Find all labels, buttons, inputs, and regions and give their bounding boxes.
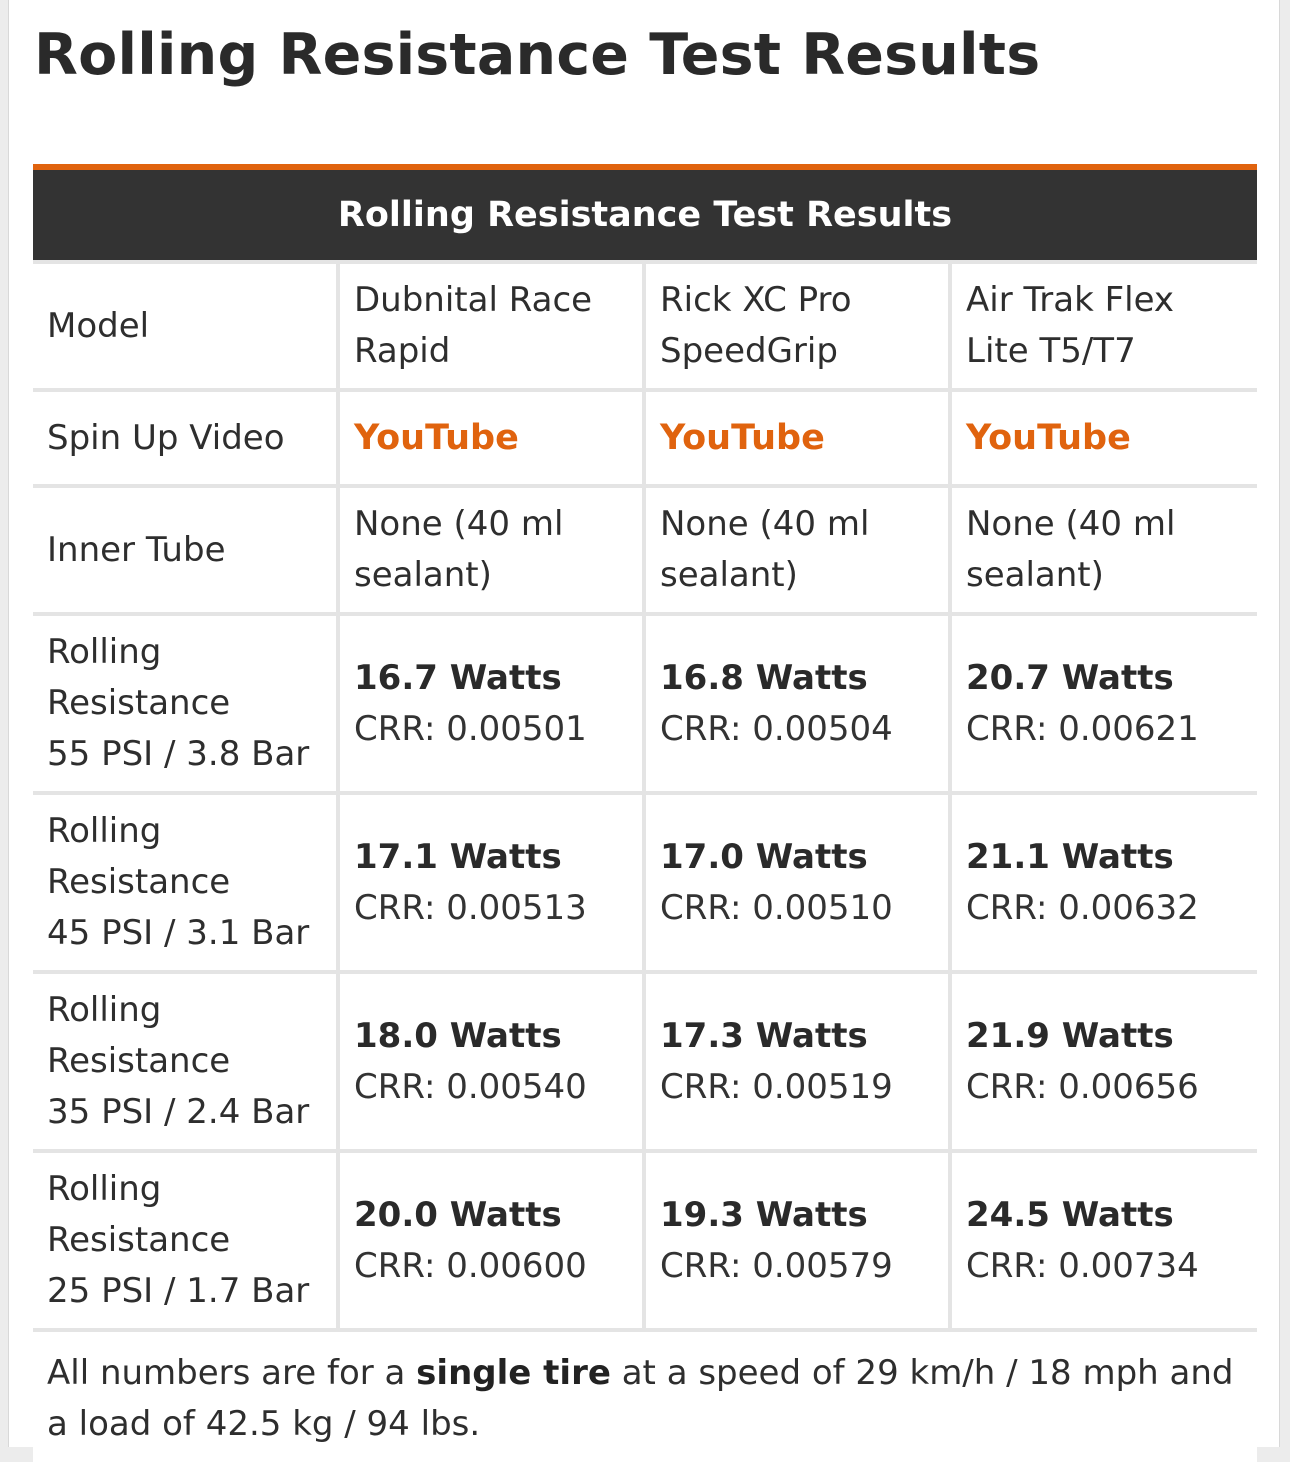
row-label-rolling-resistance — [33, 1153, 336, 1328]
crr-value: CRR: 0.00510 — [660, 887, 893, 928]
crr-value: CRR: 0.00632 — [966, 887, 1199, 928]
inner-tube-value: None (40 ml sealant) — [646, 488, 948, 612]
rr-value-cell — [646, 1153, 948, 1328]
watts-value: 21.9 Watts — [966, 1015, 1174, 1056]
youtube-link[interactable]: YouTube — [966, 417, 1131, 458]
youtube-link[interactable]: YouTube — [660, 417, 825, 458]
watts-value: 17.1 Watts — [354, 836, 562, 877]
results-table — [33, 260, 1257, 1462]
table-row-rr-45 — [33, 795, 1257, 970]
model-name: Dubnital Race Rapid — [340, 264, 642, 388]
rr-label-line2: Resistance — [47, 862, 231, 902]
watts-value: 16.8 Watts — [660, 657, 868, 698]
rr-value-cell — [952, 1153, 1257, 1328]
rr-value-cell — [340, 1153, 642, 1328]
pressure-label: 25 PSI / 1.7 Bar — [47, 1271, 310, 1311]
watts-value: 21.1 Watts — [966, 836, 1174, 877]
rr-label-line1: Rolling — [47, 990, 162, 1030]
video-cell — [646, 392, 948, 484]
watts-value: 16.7 Watts — [354, 657, 562, 698]
page — [8, 0, 1280, 1447]
table-row-video — [33, 392, 1257, 484]
watts-value: 20.7 Watts — [966, 657, 1174, 698]
crr-value: CRR: 0.00513 — [354, 887, 587, 928]
rr-value-cell — [952, 974, 1257, 1149]
row-label-rolling-resistance — [33, 974, 336, 1149]
crr-value: CRR: 0.00734 — [966, 1245, 1199, 1286]
watts-value: 24.5 Watts — [966, 1194, 1174, 1235]
crr-value: CRR: 0.00579 — [660, 1245, 893, 1286]
rr-value-cell — [340, 616, 642, 791]
watts-value: 20.0 Watts — [354, 1194, 562, 1235]
table-row-inner-tube — [33, 488, 1257, 612]
crr-value: CRR: 0.00501 — [354, 708, 587, 749]
crr-value: CRR: 0.00621 — [966, 708, 1199, 749]
footnote-suffix: at a speed of 29 km/h / 18 mph and a load of 42.5 kg / 94 lbs. — [47, 1353, 1234, 1444]
footnote-emphasis: single tire — [416, 1353, 611, 1393]
rr-value-cell — [646, 616, 948, 791]
crr-value: CRR: 0.00600 — [354, 1245, 587, 1286]
rr-label-line1: Rolling — [47, 1169, 162, 1209]
rr-value-cell — [340, 795, 642, 970]
model-name: Air Trak Flex Lite T5/T7 — [952, 264, 1257, 388]
rr-label-line1: Rolling — [47, 811, 162, 851]
inner-tube-value: None (40 ml sealant) — [340, 488, 642, 612]
table-header: Rolling Resistance Test Results — [33, 170, 1257, 260]
row-label-inner-tube: Inner Tube — [33, 488, 336, 612]
row-label-video: Spin Up Video — [33, 392, 336, 484]
watts-value: 19.3 Watts — [660, 1194, 868, 1235]
crr-value: CRR: 0.00504 — [660, 708, 893, 749]
pressure-label: 35 PSI / 2.4 Bar — [47, 1092, 310, 1132]
video-cell — [952, 392, 1257, 484]
crr-value: CRR: 0.00656 — [966, 1066, 1199, 1107]
row-label-rolling-resistance — [33, 795, 336, 970]
row-label-model: Model — [33, 264, 336, 388]
watts-value: 18.0 Watts — [354, 1015, 562, 1056]
rr-value-cell — [340, 974, 642, 1149]
pressure-label: 45 PSI / 3.1 Bar — [47, 913, 310, 953]
video-cell — [340, 392, 642, 484]
inner-tube-value: None (40 ml sealant) — [952, 488, 1257, 612]
rr-label-line2: Resistance — [47, 1220, 231, 1260]
youtube-link[interactable]: YouTube — [354, 417, 519, 458]
pressure-label: 55 PSI / 3.8 Bar — [47, 734, 310, 774]
table-footnote — [33, 1332, 1257, 1462]
rr-value-cell — [952, 795, 1257, 970]
rr-value-cell — [646, 795, 948, 970]
row-label-rolling-resistance — [33, 616, 336, 791]
footnote-prefix: All numbers are for a — [47, 1353, 417, 1393]
watts-value: 17.3 Watts — [660, 1015, 868, 1056]
table-row-model — [33, 264, 1257, 388]
crr-value: CRR: 0.00519 — [660, 1066, 893, 1107]
table-row-rr-25 — [33, 1153, 1257, 1328]
page-title: Rolling Resistance Test Results — [34, 22, 1041, 88]
crr-value: CRR: 0.00540 — [354, 1066, 587, 1107]
rr-value-cell — [646, 974, 948, 1149]
table-row-rr-35 — [33, 974, 1257, 1149]
rr-label-line2: Resistance — [47, 1041, 231, 1081]
table-row-rr-55 — [33, 616, 1257, 791]
model-name: Rick XC Pro SpeedGrip — [646, 264, 948, 388]
rr-label-line1: Rolling — [47, 632, 162, 672]
rr-value-cell — [952, 616, 1257, 791]
rr-label-line2: Resistance — [47, 683, 231, 723]
watts-value: 17.0 Watts — [660, 836, 868, 877]
